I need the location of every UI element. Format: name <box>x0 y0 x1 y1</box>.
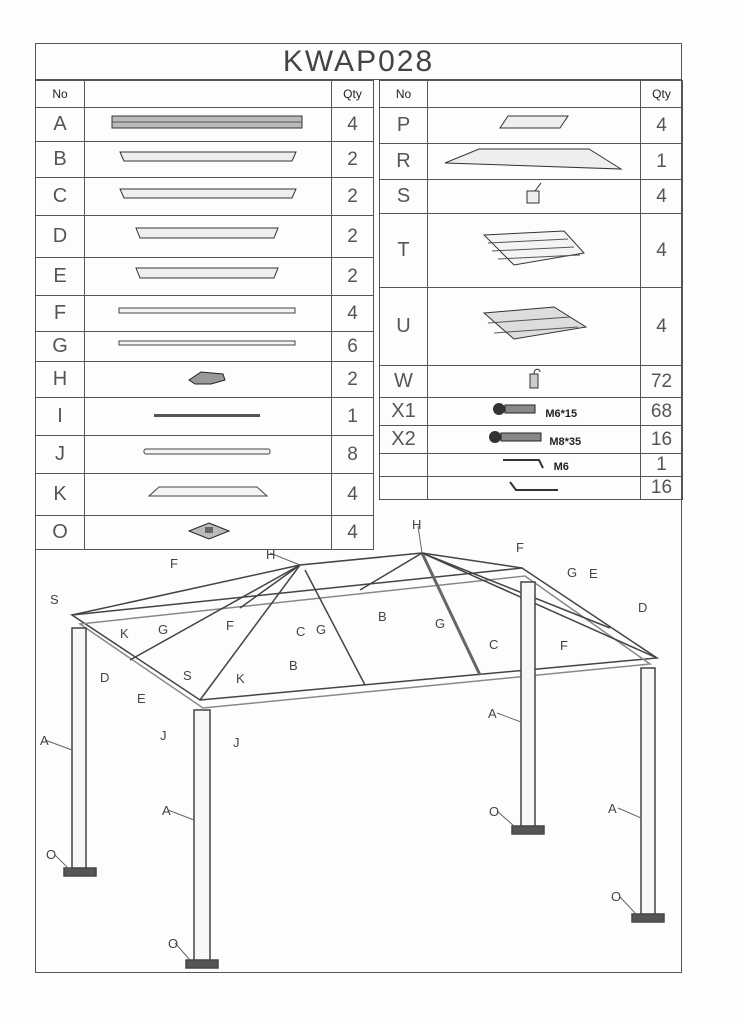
diagram-label: C <box>489 637 499 652</box>
plate-icon <box>428 108 641 144</box>
parts-table-right <box>379 80 683 500</box>
diagram-label: E <box>589 566 598 581</box>
no-header: No <box>380 81 428 108</box>
table-row <box>380 366 683 398</box>
bar-icon <box>85 436 332 474</box>
table-row <box>36 516 374 550</box>
bar-icon <box>85 332 332 362</box>
table-row <box>36 178 374 216</box>
table-row <box>36 474 374 516</box>
part-no: C <box>36 178 85 216</box>
table-row <box>36 296 374 332</box>
top-frame-icon <box>428 144 641 180</box>
bolt-icon <box>487 429 545 445</box>
diagram-label: S <box>183 668 192 683</box>
part-no <box>380 454 428 477</box>
folded-curtain-icon <box>428 214 641 288</box>
beam-icon <box>85 258 332 296</box>
part-qty: 2 <box>332 216 374 258</box>
table-row <box>380 477 683 500</box>
bolt-row <box>428 426 641 454</box>
table-row <box>380 180 683 214</box>
diagram-label: J <box>233 735 240 750</box>
bolt-icon <box>491 401 541 417</box>
part-qty: 6 <box>332 332 374 362</box>
diagram-label: J <box>160 728 167 743</box>
part-qty: 2 <box>332 362 374 398</box>
part-qty: 4 <box>332 516 374 550</box>
part-qty: 4 <box>641 288 683 366</box>
table-row <box>36 108 374 142</box>
part-no: R <box>380 144 428 180</box>
diagram-label: A <box>40 733 49 748</box>
part-no: P <box>380 108 428 144</box>
table-row <box>380 426 683 454</box>
diagram-label: O <box>489 804 500 819</box>
part-qty: 1 <box>641 144 683 180</box>
corner-bracket-icon <box>428 180 641 214</box>
part-qty: 68 <box>641 398 683 426</box>
diagram-label: F <box>170 556 178 571</box>
diagram-label: O <box>611 889 622 904</box>
beam-icon <box>85 216 332 258</box>
table-row <box>380 108 683 144</box>
part-qty: 2 <box>332 142 374 178</box>
diagram-label: H <box>412 517 422 532</box>
beam-icon <box>85 178 332 216</box>
diagram-label: K <box>236 671 245 686</box>
part-no: S <box>380 180 428 214</box>
qty-header: Qty <box>332 81 374 108</box>
hex-key-icon <box>499 456 549 470</box>
part-no <box>380 477 428 500</box>
part-no: A <box>36 108 85 142</box>
part-no: I <box>36 398 85 436</box>
bolt-row <box>428 398 641 426</box>
part-qty: 4 <box>332 108 374 142</box>
part-qty: 16 <box>641 477 683 500</box>
table-header <box>380 81 683 108</box>
part-qty: 16 <box>641 426 683 454</box>
part-qty: 4 <box>641 108 683 144</box>
part-qty: 1 <box>641 454 683 477</box>
diagram-label: A <box>162 803 171 818</box>
table-row <box>36 398 374 436</box>
diagram-label: A <box>488 706 497 721</box>
qty-header: Qty <box>641 81 683 108</box>
table-header <box>36 81 374 108</box>
diagram-label: H <box>266 547 276 562</box>
bolt-spec: M8*35 <box>549 436 582 448</box>
diagram-label: B <box>289 658 298 673</box>
rod-icon <box>85 398 332 436</box>
table-row <box>36 258 374 296</box>
table-row <box>380 214 683 288</box>
diagram-label: D <box>100 670 110 685</box>
base-plate-icon <box>85 516 332 550</box>
table-row <box>36 362 374 398</box>
diagram-label: E <box>137 691 146 706</box>
diagram-label: K <box>120 626 129 641</box>
bracket-icon <box>85 474 332 516</box>
long-post-icon <box>85 108 332 142</box>
part-no: J <box>36 436 85 474</box>
model-title: KWAP028 <box>35 43 682 80</box>
table-row <box>36 436 374 474</box>
table-row <box>36 142 374 178</box>
part-qty: 4 <box>641 214 683 288</box>
hook-icon <box>428 366 641 398</box>
table-row <box>380 144 683 180</box>
part-no: F <box>36 296 85 332</box>
part-no: D <box>36 216 85 258</box>
part-no: G <box>36 332 85 362</box>
parts-table-left <box>35 80 374 550</box>
part-no: O <box>36 516 85 550</box>
diagram-label: A <box>608 801 617 816</box>
part-no: X2 <box>380 426 428 454</box>
part-no: W <box>380 366 428 398</box>
table-row <box>36 216 374 258</box>
part-no: T <box>380 214 428 288</box>
part-no: K <box>36 474 85 516</box>
part-qty: 2 <box>332 258 374 296</box>
beam-icon <box>85 142 332 178</box>
diagram-label: F <box>516 540 524 555</box>
diagram-label: O <box>168 936 179 951</box>
part-qty: 4 <box>332 296 374 332</box>
table-row <box>36 332 374 362</box>
hex-key-icon <box>428 477 641 500</box>
part-qty: 1 <box>332 398 374 436</box>
part-qty: 4 <box>332 474 374 516</box>
part-qty: 72 <box>641 366 683 398</box>
part-no: E <box>36 258 85 296</box>
bar-icon <box>85 296 332 332</box>
table-row <box>380 454 683 477</box>
diagram-label: F <box>226 618 234 633</box>
hex-key-row <box>428 454 641 477</box>
part-qty: 8 <box>332 436 374 474</box>
diagram-label: D <box>638 600 648 615</box>
diagram-label: F <box>560 638 568 653</box>
diagram-label: G <box>316 622 327 637</box>
diagram-label: S <box>50 592 59 607</box>
part-no: B <box>36 142 85 178</box>
no-header: No <box>36 81 85 108</box>
diagram-label: G <box>567 565 578 580</box>
diagram-label: G <box>435 616 446 631</box>
bolt-spec: M6*15 <box>545 408 578 420</box>
hex-key-spec: M6 <box>553 460 569 473</box>
folded-net-icon <box>428 288 641 366</box>
part-no: H <box>36 362 85 398</box>
part-qty: 4 <box>641 180 683 214</box>
table-row <box>380 398 683 426</box>
part-no: X1 <box>380 398 428 426</box>
diagram-label: B <box>378 609 387 624</box>
table-row <box>380 288 683 366</box>
diagram-label: O <box>46 847 57 862</box>
diagram-label: C <box>296 624 306 639</box>
part-qty: 2 <box>332 178 374 216</box>
part-no: U <box>380 288 428 366</box>
connector-icon <box>85 362 332 398</box>
diagram-label: G <box>158 622 169 637</box>
